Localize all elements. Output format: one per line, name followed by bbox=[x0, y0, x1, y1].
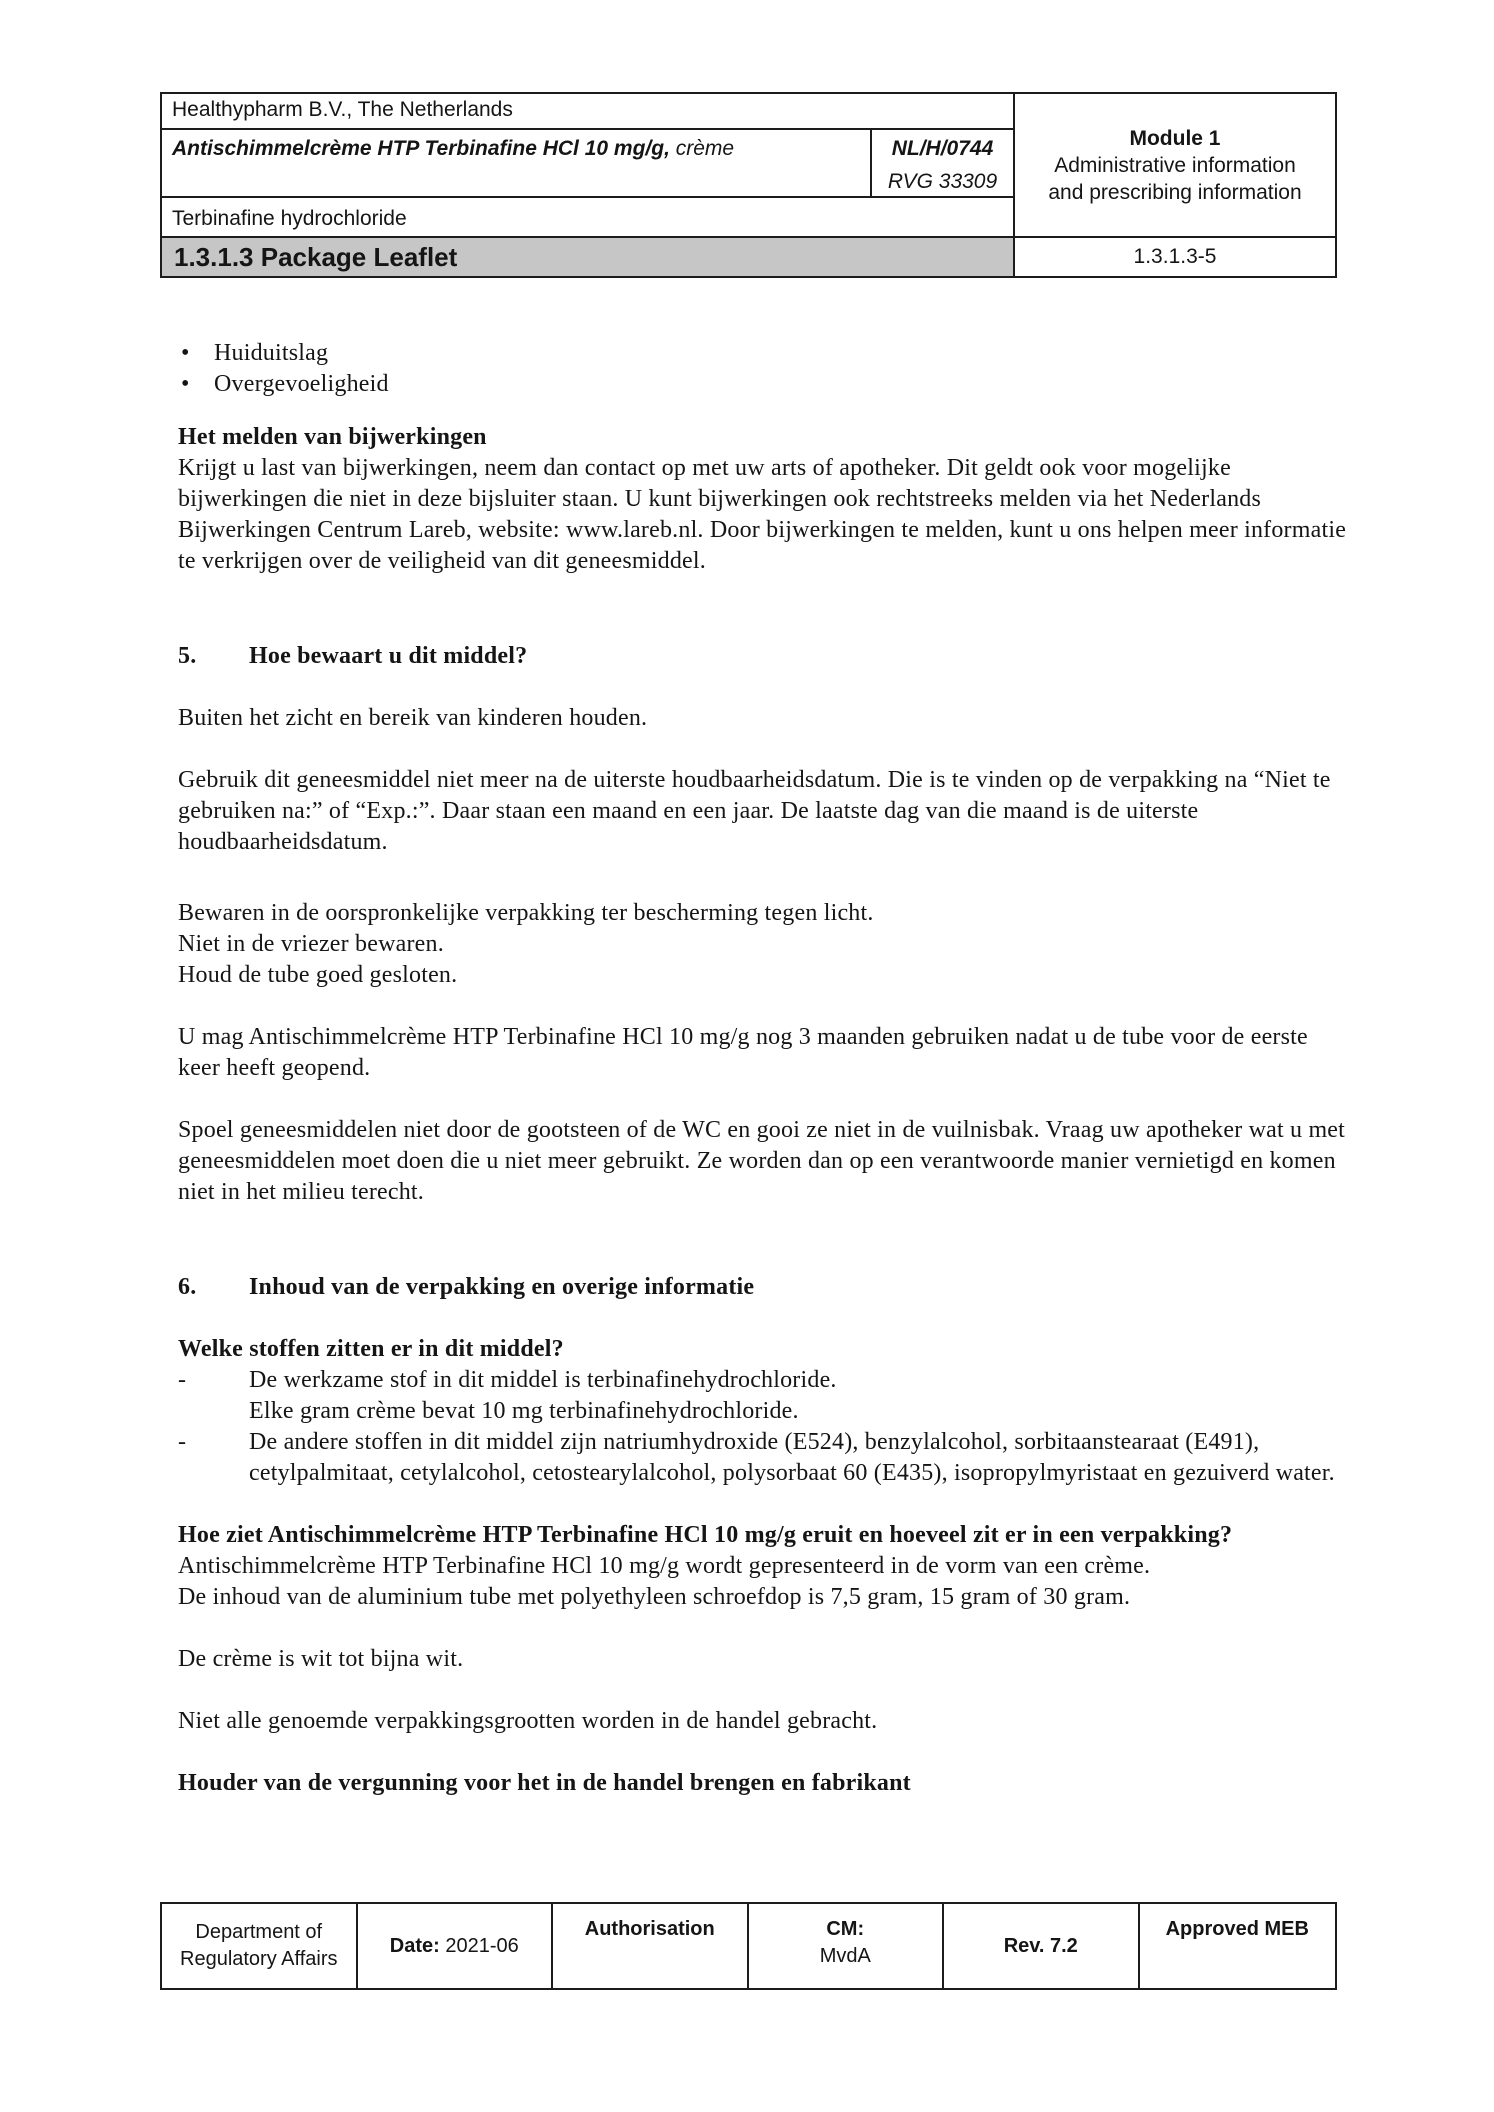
authorisation-label: Authorisation bbox=[584, 1918, 715, 1940]
paragraph-keep-out-of-reach: Buiten het zicht en bereik van kinderen houden. bbox=[178, 705, 648, 731]
procedure-cell bbox=[872, 130, 1015, 198]
storage-line: Bewaren in de oorspronkelijke verpakking ter bescherming tegen licht. bbox=[178, 900, 874, 926]
ingredients-heading: Welke stoffen zitten er in dit middel? bbox=[178, 1336, 564, 1362]
paragraph-cream-color: De crème is wit tot bijna wit. bbox=[178, 1646, 464, 1672]
paragraph-expiry: Gebruik dit geneesmiddel niet meer na de uiterste houdbaarheidsdatum. Die is te vinden op de verpakking na “Niet te gebruiken na:” of “Exp.:”. Daar staan een maand en een jaar. De laatste dag van die maand is de uiterste houdbaarheidsdatum. bbox=[178, 767, 1331, 855]
appearance-paragraph-1: Antischimmelcrème HTP Terbinafine HCl 10 mg/g wordt gepresenteerd in de vorm van een crème. bbox=[178, 1553, 1151, 1579]
module-cell bbox=[1015, 94, 1335, 238]
section-banner: 1.3.1.3 Package Leaflet bbox=[162, 238, 1015, 276]
footer-cell-authorisation bbox=[553, 1904, 749, 1988]
section-6-number: 6. bbox=[178, 1274, 197, 1300]
footer-cell-cm bbox=[749, 1904, 945, 1988]
section-5-title: Hoe bewaart u dit middel? bbox=[249, 643, 528, 669]
product-name: Antischimmelcrème HTP Terbinafine HCl 10 mg/g, bbox=[172, 137, 670, 160]
bullet-icon: • bbox=[181, 371, 190, 397]
reporting-paragraph: Krijgt u last van bijwerkingen, neem dan contact op met uw arts of apotheker. Dit geldt ook voor mogelijke bijwerkingen die niet in deze bijsluiter staan. U kunt bijwerkingen ook rechtstreeks melden via het Nederlands Bijwerkingen Centrum Lareb, website: www.lareb.nl. Door bijwerkingen te melden, kunt u ons helpen meer informatie te verkrijgen over de veiligheid van dit geneesmiddel. bbox=[178, 455, 1347, 574]
section-6-heading bbox=[178, 1272, 1353, 1303]
bullet-icon: • bbox=[181, 340, 190, 366]
header-table bbox=[160, 92, 1337, 278]
cm-value: MvdA bbox=[819, 1945, 871, 1967]
company-name: Healthypharm B.V., The Netherlands bbox=[162, 94, 1015, 130]
approved-label: Approved MEB bbox=[1165, 1918, 1309, 1940]
storage-line: Niet in de vriezer bewaren. bbox=[178, 931, 444, 957]
revision-label: Rev. 7.2 bbox=[1003, 1934, 1078, 1957]
mah-heading: Houder van de vergunning voor het in de handel brengen en fabrikant bbox=[178, 1770, 911, 1796]
cm-label: CM: bbox=[826, 1918, 865, 1940]
module-title: Module 1 bbox=[1129, 126, 1221, 150]
ingredient-text: De werkzame stof in dit middel is terbinafinehydrochloride. bbox=[249, 1367, 837, 1393]
paragraph-after-opening: U mag Antischimmelcrème HTP Terbinafine HCl 10 mg/g nog 3 maanden gebruiken nadat u de tube voor de eerste keer heeft geopend. bbox=[178, 1024, 1308, 1081]
product-form: crème bbox=[669, 137, 735, 160]
footer-cell-date bbox=[358, 1904, 554, 1988]
section-5-heading bbox=[178, 641, 1353, 672]
date-label: Date: bbox=[389, 1934, 440, 1957]
section-6-title: Inhoud van de verpakking en overige informatie bbox=[249, 1274, 755, 1300]
appearance-heading: Hoe ziet Antischimmelcrème HTP Terbinafine HCl 10 mg/g eruit en hoeveel zit er in een verpakking? bbox=[178, 1522, 1233, 1548]
paragraph-pack-sizes: Niet alle genoemde verpakkingsgrootten worden in de handel gebracht. bbox=[178, 1708, 878, 1734]
paragraph-disposal: Spoel geneesmiddelen niet door de gootsteen of de WC en gooi ze niet in de vuilnisbak. Vraag uw apotheker wat u met geneesmiddelen moet doen die u niet meer gebruikt. Ze worden dan op een verantwoorde manier vernietigd en komen niet in het milieu terecht. bbox=[178, 1117, 1346, 1205]
product-title-cell bbox=[162, 130, 872, 198]
footer-cell-revision bbox=[944, 1904, 1140, 1988]
storage-line: Houd de tube goed gesloten. bbox=[178, 962, 458, 988]
reporting-heading: Het melden van bijwerkingen bbox=[178, 424, 487, 450]
footer-cell-approved bbox=[1140, 1904, 1336, 1988]
ingredient-text: De andere stoffen in dit middel zijn natriumhydroxide (E524), benzylalcohol, sorbitaanstearaat (E491), cetylpalmitaat, cetylalcohol, cetostearylalcohol, polysorbaat 60 (E435), isopropylmyristaat en gezuiverd water. bbox=[249, 1429, 1335, 1486]
ingredient-item bbox=[178, 1365, 1353, 1396]
section-5-number: 5. bbox=[178, 643, 197, 669]
footer-table bbox=[160, 1902, 1337, 1990]
ingredient-item bbox=[178, 1427, 1353, 1489]
date-line bbox=[358, 1933, 552, 1960]
leaflet-body bbox=[178, 338, 1353, 1799]
bullet-item bbox=[178, 338, 1353, 369]
active-substance: Terbinafine hydrochloride bbox=[162, 198, 1015, 238]
module-line2: Administrative information bbox=[1054, 153, 1296, 177]
bullet-item bbox=[178, 369, 1353, 400]
module-line3: and prescribing information bbox=[1048, 180, 1302, 204]
dash-marker: - bbox=[178, 1429, 187, 1455]
footer-cell-department bbox=[162, 1904, 358, 1988]
page-reference: 1.3.1.3-5 bbox=[1133, 245, 1217, 268]
date-value: 2021-06 bbox=[439, 1934, 519, 1957]
procedure-number: NL/H/0744 bbox=[891, 137, 994, 160]
ingredient-item-continuation: Elke gram crème bevat 10 mg terbinafinehydrochloride. bbox=[249, 1398, 799, 1424]
department-line2: Regulatory Affairs bbox=[180, 1948, 338, 1970]
bullet-text: Huiduitslag bbox=[214, 340, 329, 366]
storage-lines bbox=[178, 898, 1353, 991]
rvg-number: RVG 33309 bbox=[887, 170, 998, 193]
department-line1: Department of bbox=[195, 1921, 323, 1943]
appearance-paragraph-2: De inhoud van de aluminium tube met polyethyleen schroefdop is 7,5 gram, 15 gram of 30 gram. bbox=[178, 1584, 1131, 1610]
bullet-text: Overgevoeligheid bbox=[214, 371, 389, 397]
dash-marker: - bbox=[178, 1367, 187, 1393]
